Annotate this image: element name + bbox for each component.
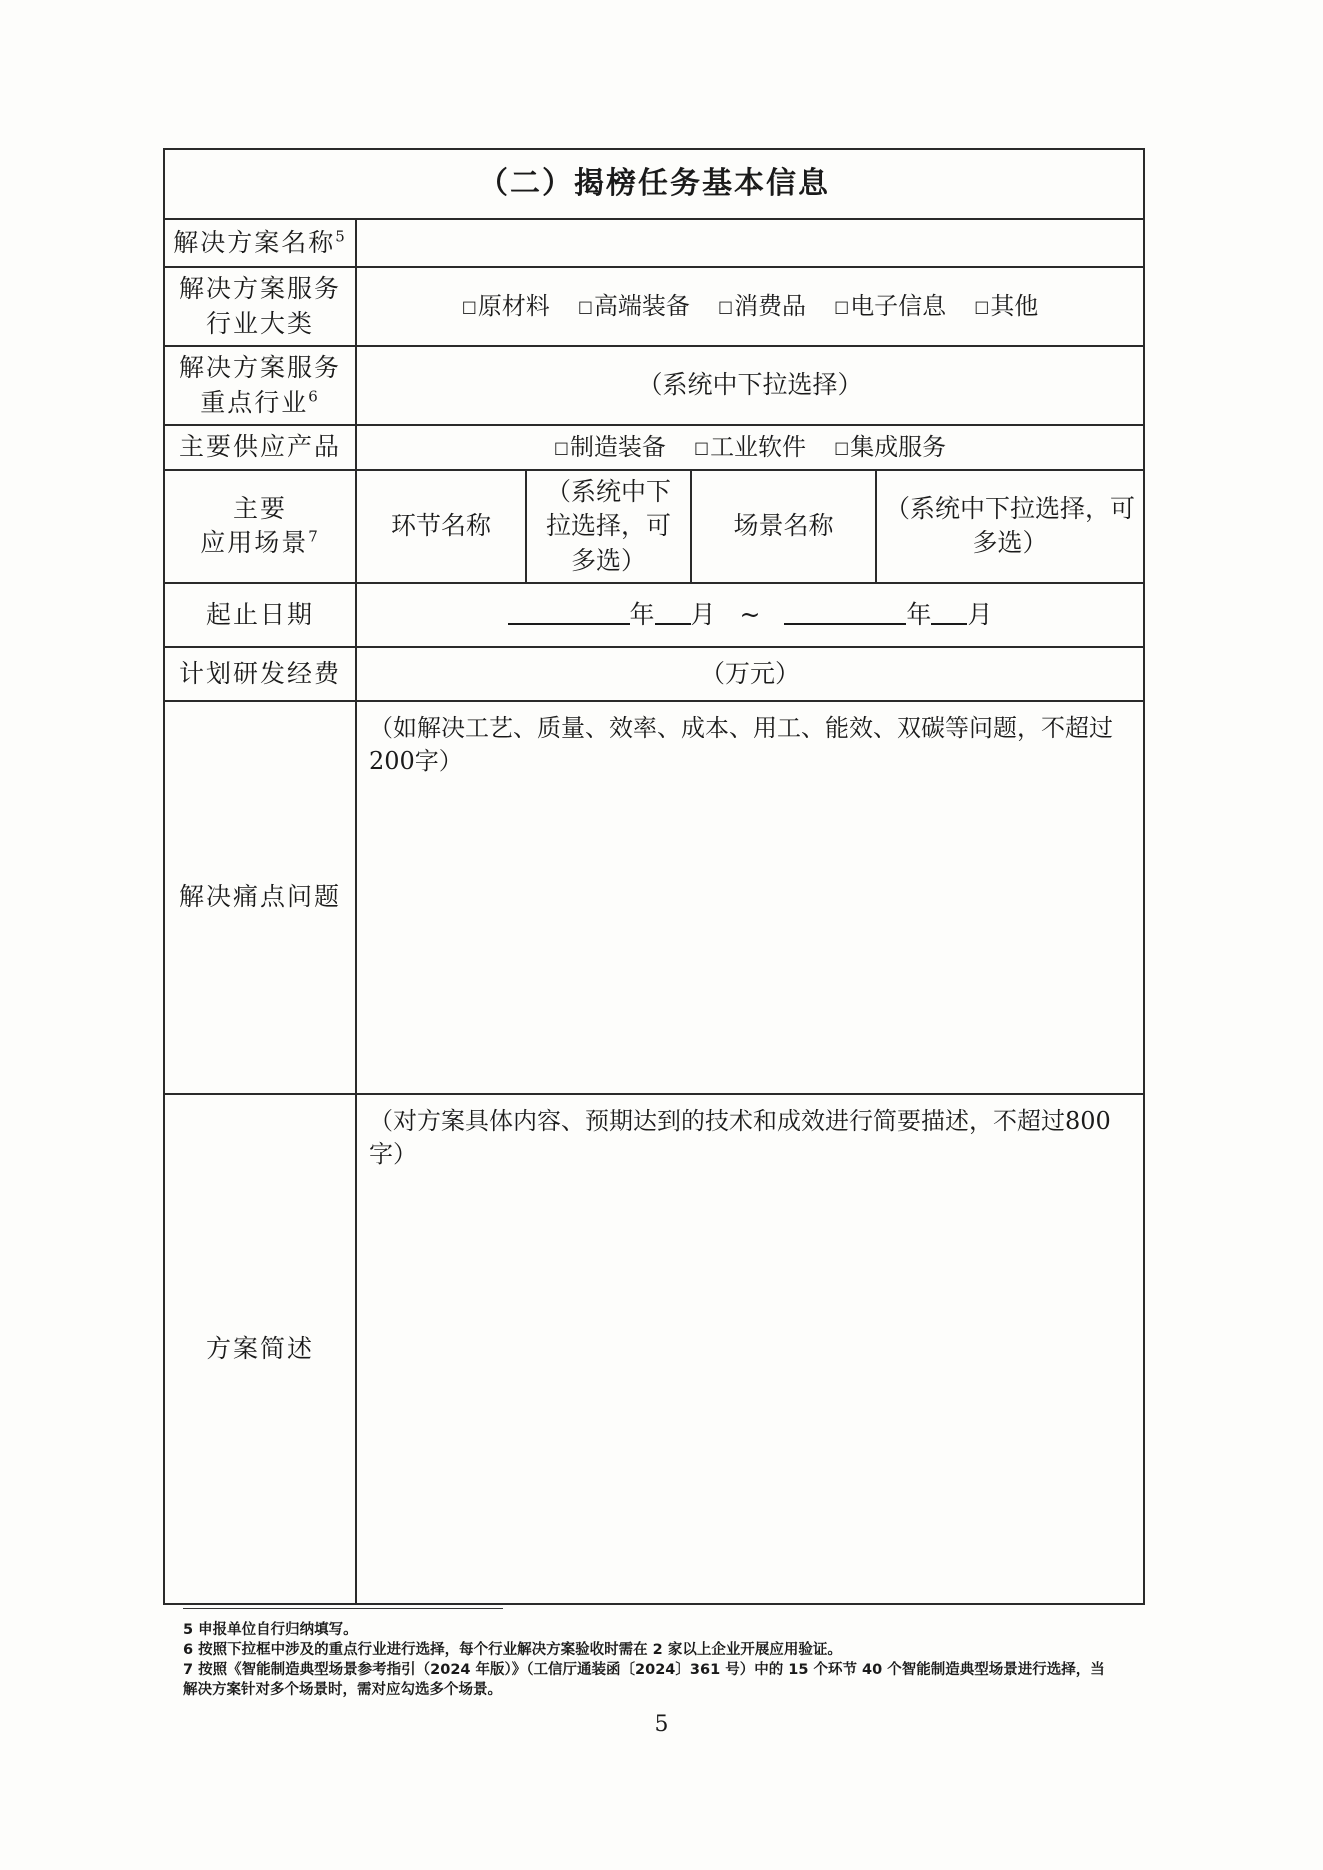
- budget-field[interactable]: （万元）: [356, 647, 1144, 701]
- date-range-tilde: ~: [739, 599, 761, 629]
- product-option[interactable]: [694, 431, 806, 464]
- end-month-blank[interactable]: [931, 599, 967, 625]
- industry-category-label: 解决方案服务 行业大类: [164, 267, 356, 346]
- industry-option[interactable]: [462, 290, 550, 323]
- industry-category-field: [356, 267, 1144, 346]
- industry-option[interactable]: [718, 290, 806, 323]
- checkbox-icon[interactable]: □: [834, 437, 850, 457]
- start-year-text: 年: [629, 599, 655, 629]
- industry-option[interactable]: [834, 290, 946, 323]
- industry-option[interactable]: [578, 290, 690, 323]
- industry-option-label: 电子信息: [850, 291, 947, 320]
- summary-label: 方案简述: [164, 1094, 356, 1604]
- footnote-5: 5 申报单位自行归纳填写。: [183, 1622, 358, 1638]
- task-info-table: [163, 148, 1145, 1605]
- end-year-blank[interactable]: [784, 599, 906, 625]
- product-option-label: 集成服务: [850, 432, 947, 461]
- page-number: 5: [654, 1712, 669, 1737]
- scene-name-label: 场景名称: [691, 470, 876, 584]
- industry-option-label: 原材料: [477, 291, 550, 320]
- industry-option-label: 高端装备: [593, 291, 690, 320]
- industry-category-options: [365, 290, 1135, 323]
- summary-field[interactable]: （对方案具体内容、预期达到的技术和成效进行简要描述，不超过800字）: [356, 1094, 1144, 1604]
- footnote-6: 6 按照下拉框中涉及的重点行业进行选择，每个行业解决方案验收时需在 2 家以上企业开展应用验证。: [183, 1642, 842, 1658]
- footnotes: [183, 1620, 1113, 1700]
- checkbox-icon[interactable]: □: [461, 296, 477, 316]
- industry-option[interactable]: [974, 290, 1038, 323]
- footnote-7: 7 按照《智能制造典型场景参考指引（2024 年版）》（工信厅通装函〔2024〕361 号）中的 15 个环节 40 个智能制造典型场景进行选择，当解决方案针对多个场景时，需对应勾选多个场景。: [183, 1662, 1105, 1698]
- checkbox-icon[interactable]: □: [717, 296, 734, 316]
- scenarios-label: 主要 应用场景$^7$: [164, 470, 356, 584]
- end-month-text: 月: [967, 599, 993, 629]
- main-products-field: [356, 425, 1144, 470]
- checkbox-icon[interactable]: □: [693, 437, 710, 457]
- start-month-text: 月: [690, 599, 716, 629]
- industry-option-label: 其他: [990, 291, 1039, 320]
- checkbox-icon[interactable]: □: [834, 296, 850, 316]
- solution-name-label: 解决方案名称$^5$: [164, 219, 356, 267]
- key-industry-label: 解决方案服务 重点行业$^6$: [164, 346, 356, 425]
- main-products-options: [365, 431, 1135, 464]
- key-industry-dropdown[interactable]: （系统中下拉选择）: [356, 346, 1144, 425]
- pain-points-label: 解决痛点问题: [164, 701, 356, 1094]
- start-month-blank[interactable]: [655, 599, 691, 625]
- start-year-blank[interactable]: [508, 599, 630, 625]
- checkbox-icon[interactable]: □: [553, 437, 569, 457]
- end-year-text: 年: [906, 599, 932, 629]
- table-title: （二）揭榜任务基本信息: [164, 149, 1144, 219]
- checkbox-icon[interactable]: □: [974, 296, 990, 316]
- link-name-dropdown[interactable]: （系统中下拉选择，可多选）: [526, 470, 691, 584]
- product-option[interactable]: [554, 431, 666, 464]
- checkbox-icon[interactable]: □: [577, 296, 593, 316]
- scene-name-dropdown[interactable]: （系统中下拉选择，可多选）: [876, 470, 1144, 584]
- budget-label: 计划研发经费: [164, 647, 356, 701]
- dates-label: 起止日期: [164, 583, 356, 647]
- footnote-divider: [183, 1608, 503, 1609]
- solution-name-field[interactable]: [356, 219, 1144, 267]
- link-name-label: 环节名称: [356, 470, 526, 584]
- industry-option-label: 消费品: [734, 291, 807, 320]
- product-option-label: 制造装备: [569, 432, 666, 461]
- main-products-label: 主要供应产品: [164, 425, 356, 470]
- dates-field: [356, 583, 1144, 647]
- product-option[interactable]: [834, 431, 946, 464]
- product-option-label: 工业软件: [710, 432, 807, 461]
- pain-points-field[interactable]: （如解决工艺、质量、效率、成本、用工、能效、双碳等问题，不超过200字）: [356, 701, 1144, 1094]
